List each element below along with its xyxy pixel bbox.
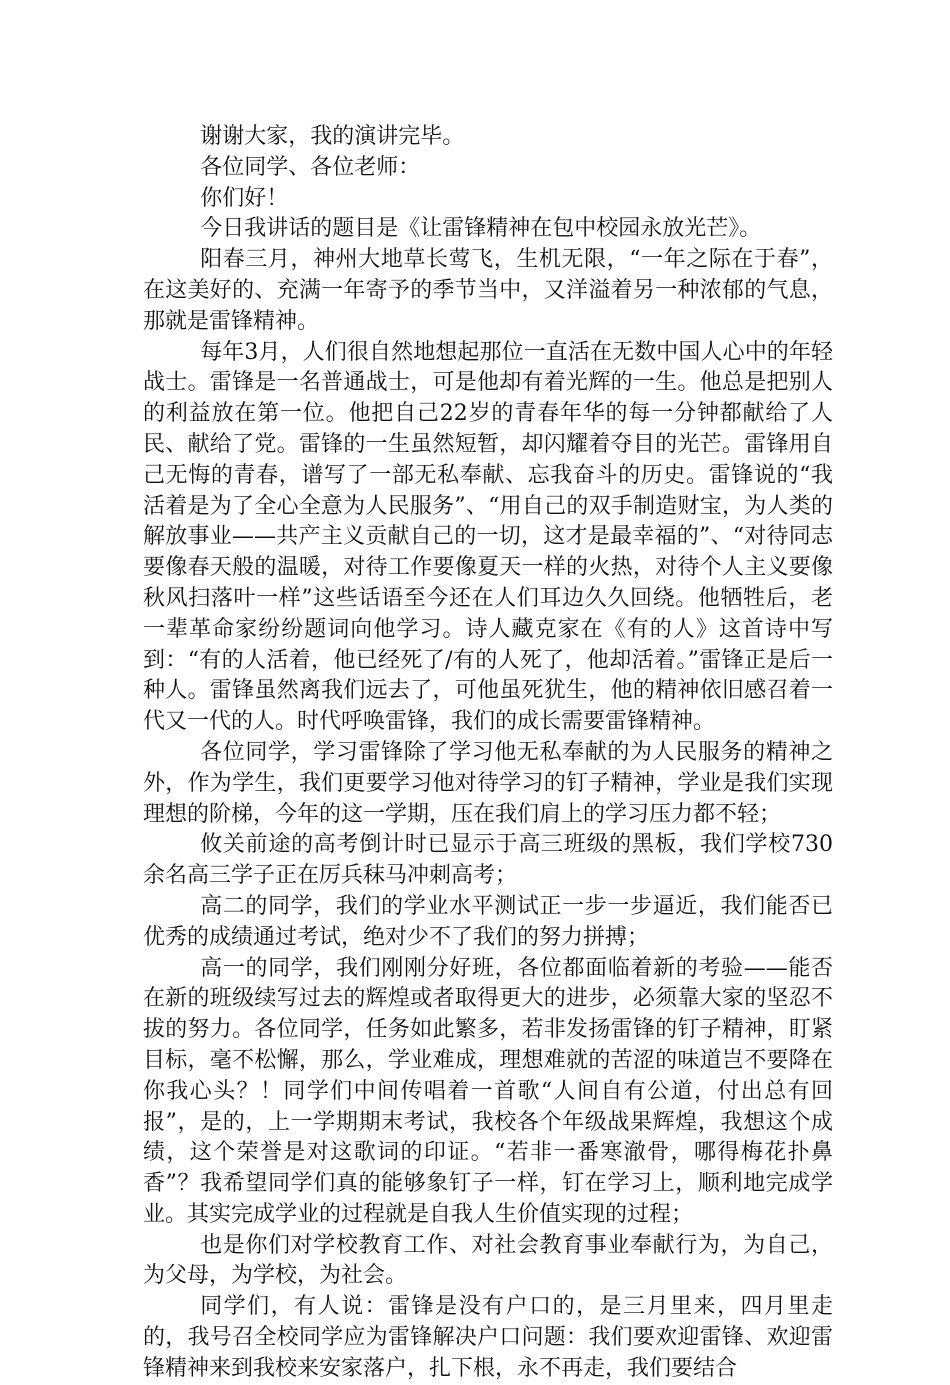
paragraph-salutation: 各位同学、各位老师： xyxy=(200,154,421,180)
speech-text-body xyxy=(143,122,833,1385)
paragraph-dedication: 也是你们对学校教育工作、对社会教育事业奉献行为，为自己，为父母，为学校，为社会。 xyxy=(143,1232,833,1289)
paragraph-greeting: 你们好！ xyxy=(200,185,289,211)
paragraph-nail-spirit: 各位同学，学习雷锋除了学习他无私奉献的为人民服务的精神之外，作为学生，我们更要学习他对待学习的钉子精神，学业是我们实现理想的阶梯，今年的这一学期，压在我们肩上的学习压力都不轻； xyxy=(143,739,833,827)
paragraph-senior-three: 攸关前途的高考倒计时已显示于高三班级的黑板，我们学校730余名高三学子正在厉兵秣马冲刺高考； xyxy=(143,832,833,889)
paragraph-lei-feng-life: 每年3月，人们很自然地想起那位一直活在无数中国人心中的年轻战士。雷锋是一名普通战士，可是他却有着光辉的一生。他总是把别人的利益放在第一位。他把自己22岁的青春年华的每一分钟都献给了人民、献给了党。雷锋的一生虽然短暂，却闪耀着夺目的光芒。雷锋用自己无悔的青春，谱写了一部无私奉献、忘我奋斗的历史。雷锋说的“我活着是为了全心全意为人民服务”、“用自己的双手制造财宝，为人类的解放事业——共产主义贡献自己的一切，这才是最幸福的”、“对待同志要像春天般的温暖，对待工作要像夏天一样的火热，对待个人主义要像秋风扫落叶一样”这些话语至今还在人们耳边久久回绕。他牺牲后，老一辈革命家纷纷题词向他学习。诗人藏克家在《有的人》这首诗中写到：“有的人活着，他已经死了/有的人死了，他却活着。”雷锋正是后一种人。雷锋虽然离我们远去了，可他虽死犹生，他的精神依旧感召着一代又一代的人。时代呼唤雷锋，我们的成长需要雷锋精神。 xyxy=(143,339,833,735)
paragraph-closing-thanks: 谢谢大家，我的演讲完毕。 xyxy=(200,124,465,149)
paragraph-senior-two: 高二的同学，我们的学业水平测试正一步一步逼近，我们能否已优秀的成绩通过考试，绝对少不了我们的努力拼搏； xyxy=(143,893,833,950)
paragraph-speech-title: 今日我讲话的题目是《让雷锋精神在包中校园永放光芒》。 xyxy=(200,216,762,242)
paragraph-spring: 阳春三月，神州大地草长莺飞，生机无限，“一年之际在于春”，在这美好的、充满一年寄予的季节当中，又洋溢着另一种浓郁的气息，那就是雷锋精神。 xyxy=(143,247,833,334)
paragraph-senior-one: 高一的同学，我们刚刚分好班，各位都面临着新的考验——能否在新的班级续写过去的辉煌或者取得更大的进步，必须靠大家的坚忍不拔的努力。各位同学，任务如此繁多，若非发扬雷锋的钉子精神，盯紧目标，毫不松懈，那么，学业难成，理想难就的苦涩的味道岂不要降在你我心头？！同学们中间传唱着一首歌“人间自有公道，付出总有回报”，是的，上一学期期末考试，我校各个年级战果辉煌，我想这个成绩，这个荣誉是对这歌词的印证。“若非一番寒澈骨，哪得梅花扑鼻香”？我希望同学们真的能够象钉子一样，钉在学习上，顺利地完成学业。其实完成学业的过程就是自我人生价值实现的过程； xyxy=(143,955,833,1227)
paragraph-household: 同学们，有人说：雷锋是没有户口的，是三月里来，四月里走的，我号召全校同学应为雷锋解决户口问题：我们要欢迎雷锋、欢迎雷锋精神来到我校来安家落户，扎下根，永不再走，我们要结合 xyxy=(143,1294,833,1381)
